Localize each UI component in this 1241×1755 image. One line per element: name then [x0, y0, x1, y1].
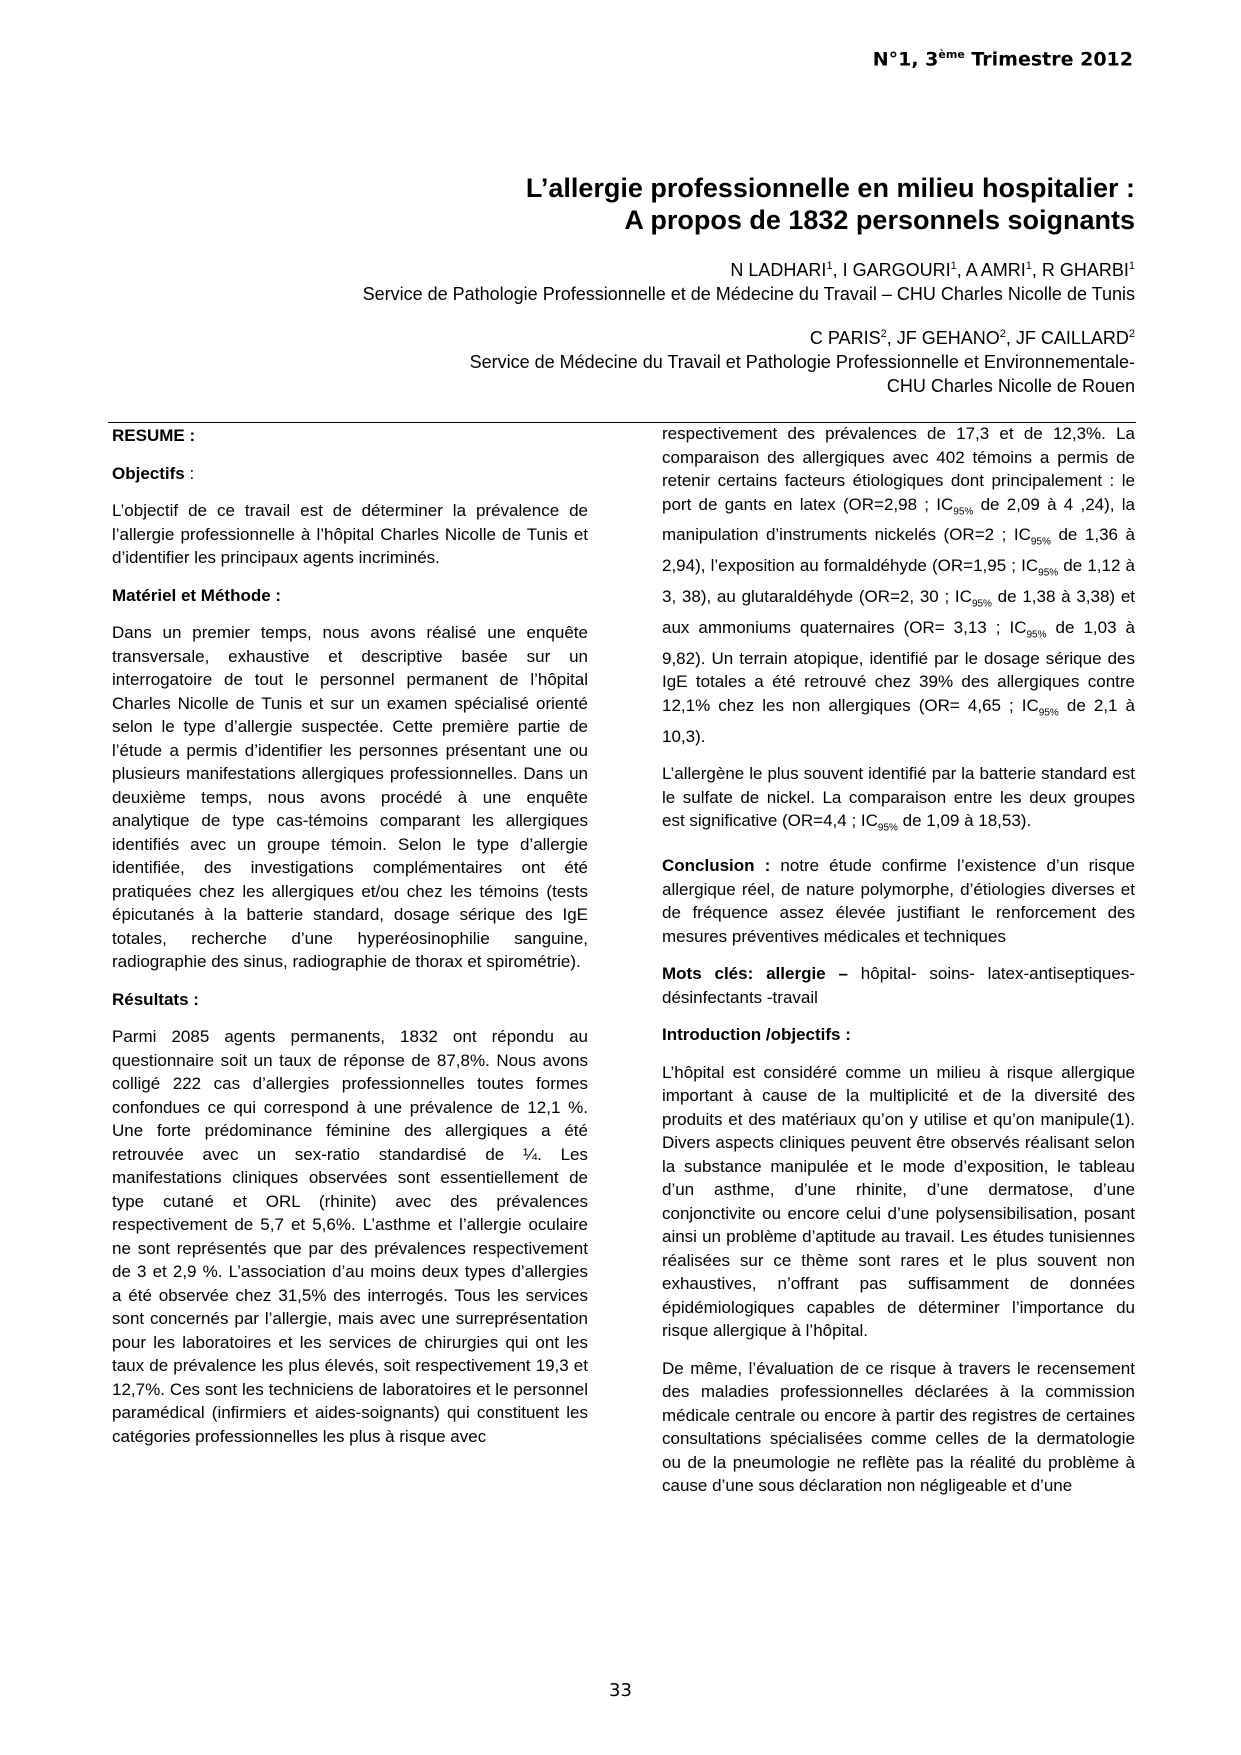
issue-label: N°1, 3ème Trimestre 2012: [872, 48, 1133, 71]
objectifs-text: L’objectif de ce travail est de déterminer la prévalence de l’allergie professionnelle à l’hôpital Charles Nicolle de Tunis et d’identifier les principaux agents incriminés.: [112, 501, 588, 567]
intro-paragraph-2: De même, l’évaluation de ce risque à travers le recensement des maladies professionnelles déclarées à la commission médicale centrale ou encore à partir des registres de certaines consultations spécialisées comme celles de la dermatologie ou de la pneumologie ne reflète pas la réalité du problème à cause d’une sous déclaration non négligeable et d’une: [662, 1358, 1135, 1496]
objectifs-heading: Objectifs :: [112, 463, 195, 483]
page-number: 33: [609, 1680, 632, 1701]
methode-heading: Matériel et Méthode :: [112, 585, 282, 605]
intro-heading: Introduction /objectifs :: [662, 1025, 851, 1045]
keywords: Mots clés: allergie – hôpital- soins- latex-antiseptiques- désinfectants -travail: [662, 964, 1135, 1007]
resultats-text: Parmi 2085 agents permanents, 1832 ont répondu au questionnaire soit un taux de réponse de 87,8%. Nous avons colligé 222 cas d’allergies professionnelles toutes formes confondues ce qui correspond à une prévalence de 12,1 %. Une forte prédominance féminine des allergiques a été retrouvée avec un sex-ratio standardisé de ¼. Les manifestations cliniques observées sont essentiellement de type cutané et ORL (rhinite) avec des prévalences respectivement de 5,7 et 5,6%. L’asthme et l’allergie oculaire ne sont représentés que par des prévalences respectivement de 3 et 2,9 %. L’association d’au moins deux types d’allergies a été observée chez 31,5% des interrogés. Tous les services sont concernés par l’allergie, mais avec une surreprésentation pour les laboratoires et les services de chirurgies qui ont les taux de prévalence les plus élevés, soit respectivement 19,3 et 12,7%. Ces sont les techniciens de laboratoires et le personnel paramédical (infirmiers et aides-soignants) qui constituent les catégories professionnelles les plus à risque avec: [112, 1027, 588, 1446]
author-list-2: C PARIS$^2$, JF GEHANO$^2$, JF CAILLARD$^2$: [809, 328, 1135, 348]
author-list-1: N LADHARI$^1$, I GARGOURI$^1$, A AMRI$^1$, R GHARBI$^1$: [730, 260, 1135, 280]
affiliation-2-line-1: Service de Médecine du Travail et Pathologie Professionnelle et Environnementale-: [469, 352, 1135, 372]
affiliation-2-line-2: CHU Charles Nicolle de Rouen: [886, 376, 1135, 396]
resume-heading: RESUME :: [112, 426, 196, 445]
title-line-2: A propos de 1832 personnels soignants: [624, 205, 1135, 235]
article-title: [235, 172, 1135, 236]
author-block-2: [135, 322, 1135, 398]
right-column: [662, 422, 1135, 1512]
author-block-1: [135, 254, 1135, 306]
intro-paragraph-1: L’hôpital est considéré comme un milieu à risque allergique important à cause de la multiplicité et de la diversité des produits et des matériaux qu’on y utilise et qu’on manipule(1). Divers aspects cliniques peuvent être observés réalisant selon la substance manipulée et le mode d’exposition, le tableau d’un asthme, d’une rhinite, d’une dermatose, d’une conjonctivite ou encore celui d’une polysensibilisation, posant ainsi un problème d’aptitude au travail. Les études tunisiennes réalisées sur ce thème sont rares et le plus souvent non exhaustives, n’offrant pas suffisamment de données épidémiologiques capables de déterminer l’importance du risque allergique à l’hôpital.: [662, 1062, 1135, 1341]
left-column: [112, 424, 588, 1462]
resultats-continued: respectivement des prévalences de 17,3 et de 12,3%. La comparaison des allergiques avec 402 témoins a permis de retenir certains facteurs étiologiques dont principalement : le port de gants en latex (OR=2,98 ; $IC_{95\%}$ de 2,09 à 4 ,24), la manipulation d’instruments nickelés (OR=2 ; $IC_{95\%}$ de 1,36 à 2,94), l’exposition au formaldéhyde (OR=1,95 ; $IC_{95\%}$ de 1,12 à 3, 38), au glutaraldéhyde (OR=2, 30 ; $IC_{95\%}$ de 1,38 à 3,38) et aux ammoniums quaternaires (OR= 3,13 ; $IC_{95\%}$ de 1,03 à 9,82). Un terrain atopique, identifié par le dosage sérique des IgE totales a été retrouvé chez 39% des allergiques contre 12,1% chez les non allergiques (OR= 4,65 ; $IC_{95\%}$ de 2,1 à 10,3).: [662, 424, 1136, 746]
title-line-1: L’allergie professionnelle en milieu hospitalier :: [525, 173, 1135, 203]
conclusion-text: Conclusion : notre étude confirme l’existence d’un risque allergique réel, de nature polymorphe, d’étiologies diverses et de fréquence assez élevée justifiant le renforcement des mesures préventives médicales et techniques: [662, 856, 1135, 946]
affiliation-1: Service de Pathologie Professionnelle et de Médecine du Travail – CHU Charles Nicolle de Tunis: [362, 284, 1135, 304]
allergene-text: L’allergène le plus souvent identifié par la batterie standard est le sulfate de nickel. La comparaison entre les deux groupes est significative (OR=4,4 ; $IC_{95\%}$ de 1,09 à 18,53).: [662, 764, 1135, 834]
methode-text: Dans un premier temps, nous avons réalisé une enquête transversale, exhaustive et descriptive basée sur un interrogatoire de tout le personnel permanent de l’hôpital Charles Nicolle de Tunis et sur un examen spécialisé orienté selon le type d’allergie suspectée. Cette première partie de l’étude a permis d’identifier les personnes présentant une ou plusieurs manifestations allergiques professionnelles. Dans un deuxième temps, nous avons procédé à une enquête analytique de type cas-témoins comparant les allergiques identifiés avec un groupe témoin. Selon le type d’allergie identifiée, des investigations complémentaires ont été pratiquées chez les allergiques et/ou chez les témoins (tests épicutanés à la batterie standard, dosage sérique des IgE totales, recherche d’une hyperéosinophilie sanguine, radiographie des sinus, radiographie de thorax et spirométrie).: [112, 623, 588, 971]
resultats-heading: Résultats :: [112, 989, 199, 1009]
